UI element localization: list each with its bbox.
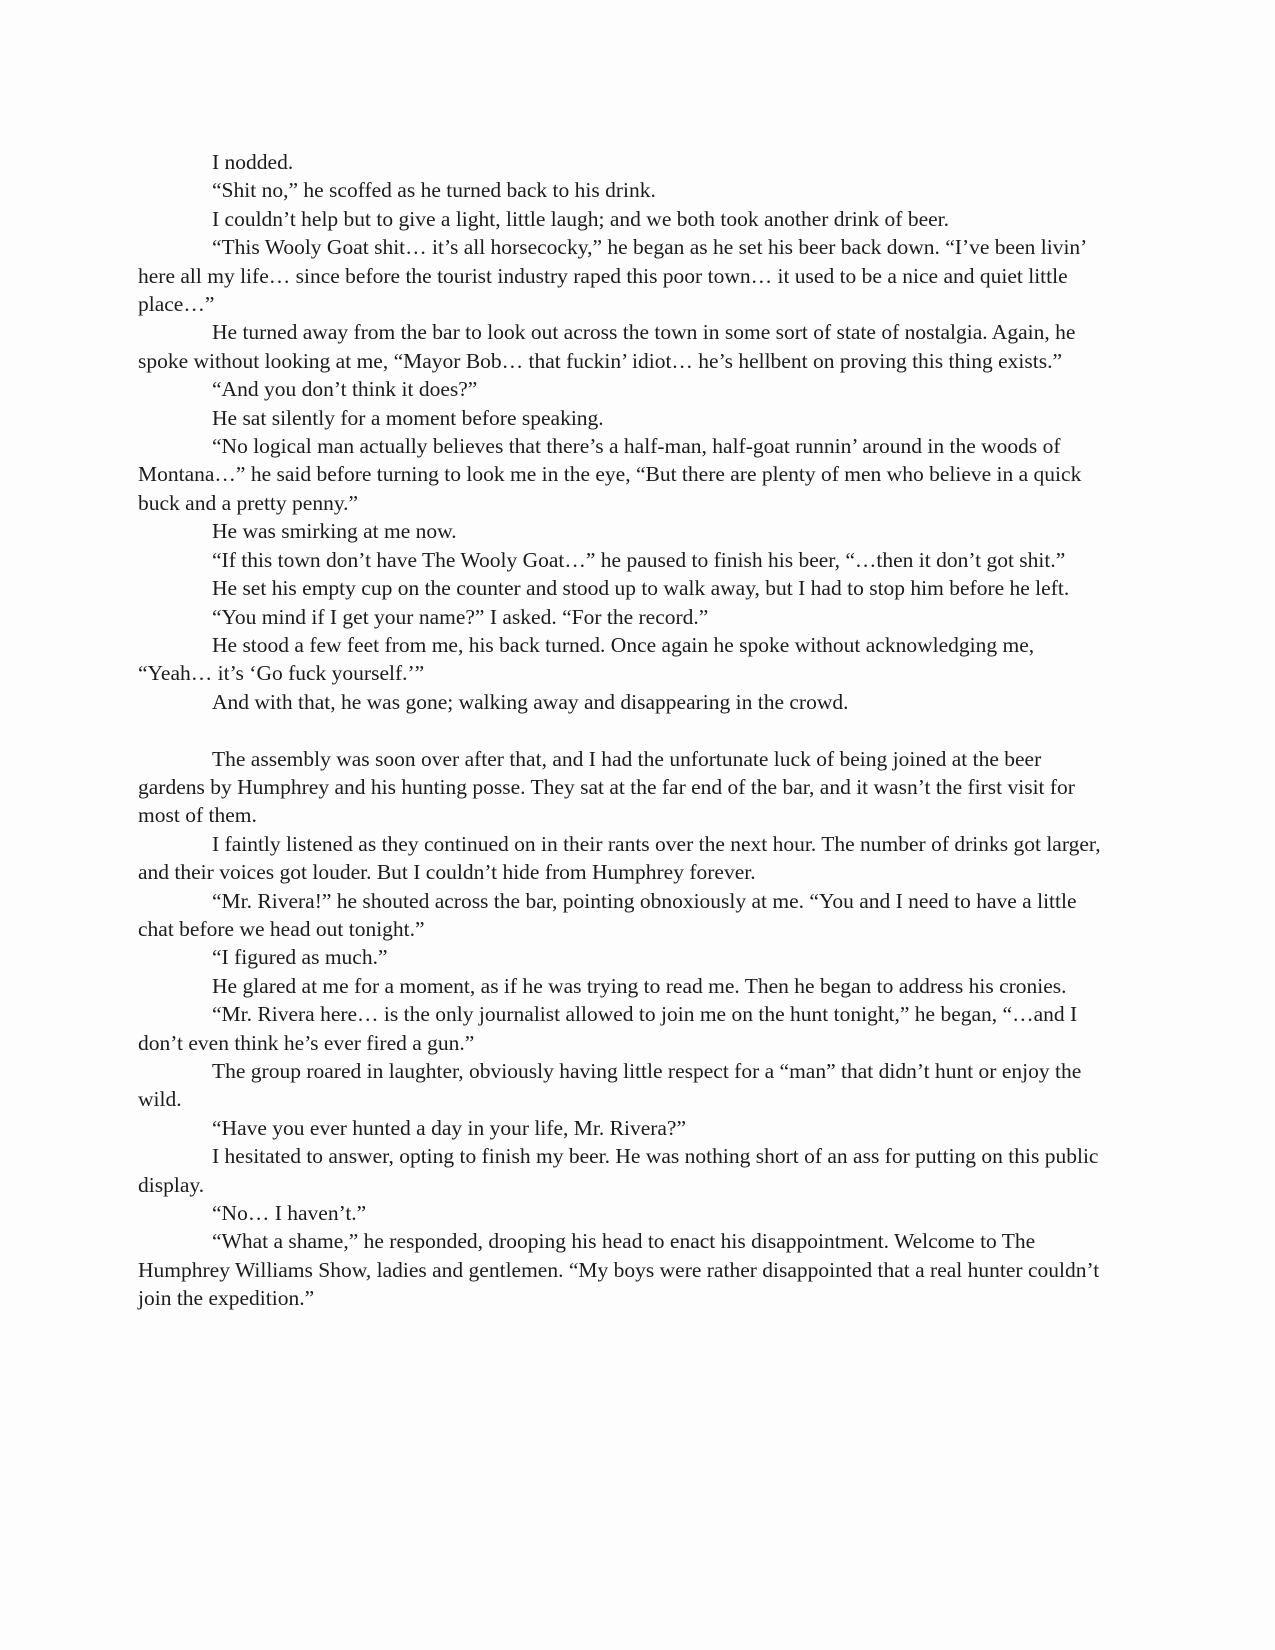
paragraph: I couldn’t help but to give a light, little laugh; and we both took another drink of beer. bbox=[212, 206, 950, 231]
paragraph: “You mind if I get your name?” I asked. “For the record.” bbox=[212, 604, 709, 629]
paragraph: He was smirking at me now. bbox=[212, 519, 457, 544]
paragraph: He glared at me for a moment, as if he was trying to read me. Then he began to address his cronies. bbox=[212, 973, 1067, 998]
paragraph: “If this town don’t have The Wooly Goat…” he paused to finish his beer, “…then it don’t got shit.” bbox=[212, 547, 1066, 572]
paragraph: I faintly listened as they continued on in their rants over the next hour. The number of drinks got larger, and their voices got louder. But I couldn’t hide from Humphrey forever. bbox=[138, 831, 1101, 885]
paragraph: “No logical man actually believes that there’s a half-man, half-goat runnin’ around in the woods of Montana…” he said before turning to look me in the eye, “But there are plenty of men who believe in a quick buck and a pretty penny.” bbox=[138, 434, 1082, 515]
paragraph: He set his empty cup on the counter and stood up to walk away, but I had to stop him before he left. bbox=[212, 576, 1070, 601]
body-text bbox=[138, 148, 1108, 1313]
paragraph: I nodded. bbox=[212, 150, 294, 174]
paragraph: The assembly was soon over after that, and I had the unfortunate luck of being joined at the beer gardens by Humphrey and his hunting posse. They sat at the far end of the bar, and it wasn’t the first visit for most of them. bbox=[138, 746, 1075, 828]
paragraph: “What a shame,” he responded, drooping his head to enact his disappointment. Welcome to The Humphrey Williams Show, ladies and gentlemen. “My boys were rather disappointed that a real hunter couldn’t join the expedition.” bbox=[138, 1229, 1100, 1311]
paragraph: “This Wooly Goat shit… it’s all horsecocky,” he began as he set his beer back down. “I’ve been livin’ here all my life… since before the tourist industry raped this poor town… it used to be a nice and quiet little place…” bbox=[138, 235, 1086, 317]
paragraph: And with that, he was gone; walking away and disappearing in the crowd. bbox=[212, 689, 849, 714]
paragraph: He stood a few feet from me, his back turned. Once again he spoke without acknowledging me, “Yeah… it’s ‘Go fuck yourself.’” bbox=[138, 632, 1035, 686]
paragraph: “Mr. Rivera!” he shouted across the bar, pointing obnoxiously at me. “You and I need to have a little chat before we head out tonight.” bbox=[138, 888, 1077, 941]
paragraph: He turned away from the bar to look out across the town in some sort of state of nostalgia. Again, he spoke without looking at me, “Mayor Bob… that fuckin’ idiot… he’s hellbent on proving this thing exists.” bbox=[138, 320, 1076, 373]
paragraph: He sat silently for a moment before speaking. bbox=[212, 405, 604, 430]
paragraph: “Shit no,” he scoffed as he turned back to his drink. bbox=[212, 178, 656, 203]
paragraph: “I figured as much.” bbox=[212, 945, 388, 970]
section-break bbox=[138, 716, 1108, 744]
paragraph: I hesitated to answer, opting to finish my beer. He was nothing short of an ass for putting on this public display. bbox=[138, 1144, 1099, 1197]
paragraph: “Mr. Rivera here… is the only journalist allowed to join me on the hunt tonight,” he began, “…and I don’t even think he’s ever fired a gun.” bbox=[138, 1002, 1078, 1055]
paragraph: “And you don’t think it does?” bbox=[212, 377, 478, 402]
paragraph: The group roared in laughter, obviously having little respect for a “man” that didn’t hunt or enjoy the wild. bbox=[138, 1058, 1082, 1112]
paragraph: “No… I haven’t.” bbox=[212, 1201, 367, 1226]
paragraph: “Have you ever hunted a day in your life, Mr. Rivera?” bbox=[212, 1115, 687, 1140]
